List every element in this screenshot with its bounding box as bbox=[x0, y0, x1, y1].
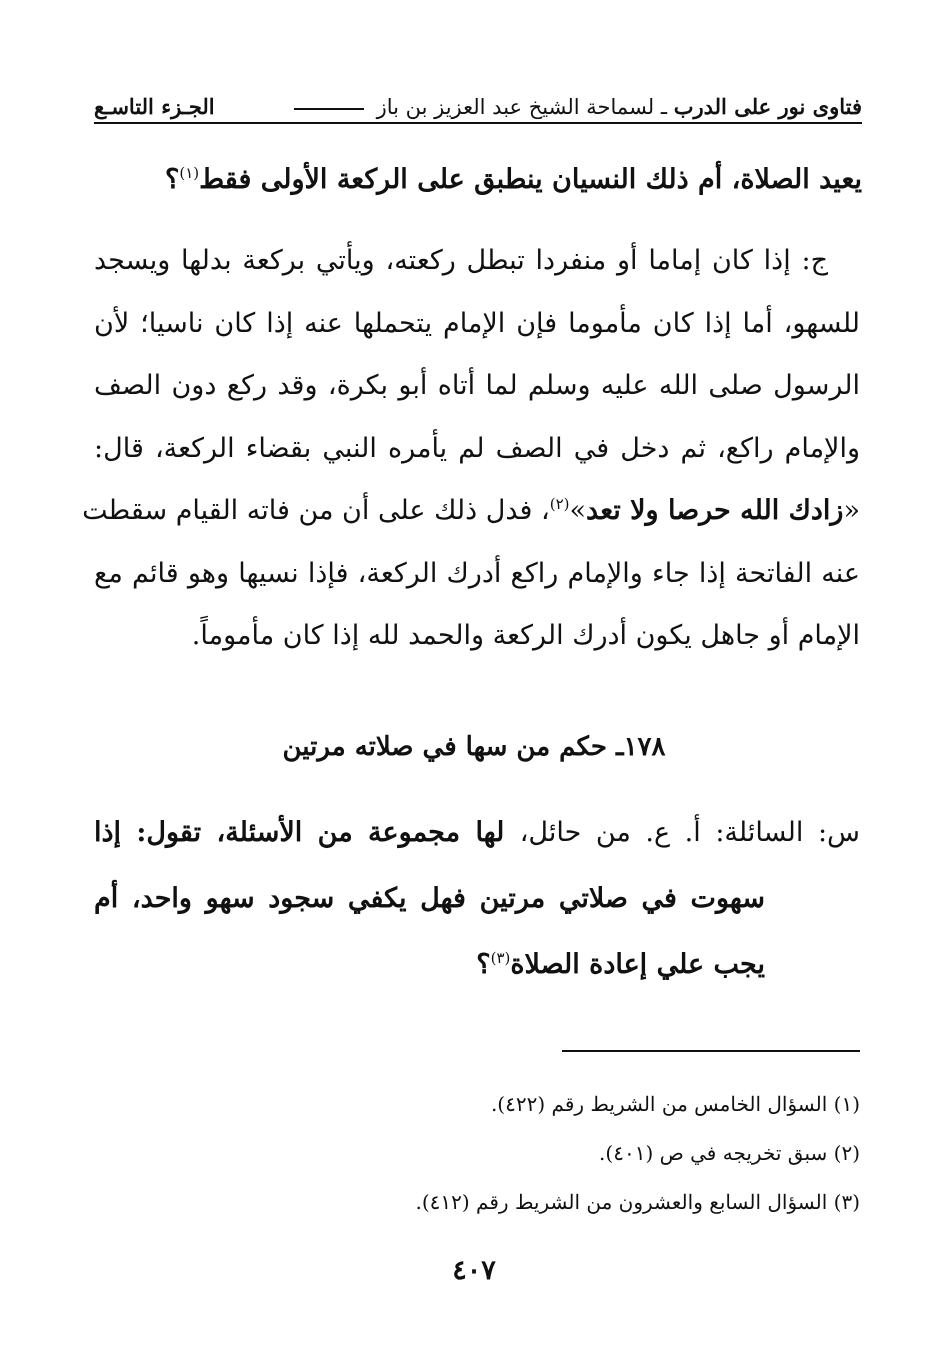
header-dash-line bbox=[294, 108, 364, 110]
question-2 bbox=[94, 800, 860, 998]
footnote-mark-1: (١) bbox=[179, 164, 200, 182]
header-author: ـ لسماحة الشيخ عبد العزيز بن باز bbox=[376, 95, 668, 119]
answer-line-6: عنه الفاتحة إذا جاء والإمام راكع أدرك الركعة، فإذا نسيها وهو قائم مع bbox=[94, 557, 860, 589]
question-1-text: يعيد الصلاة، أم ذلك النسيان ينطبق على الركعة الأولى فقط bbox=[199, 164, 862, 195]
question-2-line-1-rest: لها مجموعة من الأسئلة، تقول: إذا bbox=[94, 817, 520, 848]
footnote-3: (٣) السؤال السابع والعشرون من الشريط رقم (٤١٢). bbox=[415, 1190, 860, 1214]
page-number: ٤٠٧ bbox=[452, 1255, 496, 1286]
question-2-line-1 bbox=[94, 800, 860, 866]
running-header bbox=[94, 88, 862, 124]
footnote-2: (٢) سبق تخريجه في ص (٤٠١). bbox=[599, 1141, 860, 1165]
footnote-mark-2: (٢) bbox=[549, 495, 570, 513]
answer-line-7: الإمام أو جاهل يكون أدرك الركعة والحمد لله إذا كان مأموماً. bbox=[191, 620, 860, 651]
question-1 bbox=[162, 150, 862, 210]
answer-paragraph bbox=[82, 230, 860, 668]
quote-open: « bbox=[843, 495, 860, 526]
footnotes bbox=[94, 1080, 860, 1227]
header-volume: الجـزء التاسـع bbox=[94, 94, 215, 119]
question-2-label: س: السائلة: أ. ع. من حائل، bbox=[519, 817, 860, 848]
footnote-1: (١) السؤال الخامس من الشريط رقم (٤٢٢). bbox=[490, 1092, 860, 1116]
question-2-end: ؟ bbox=[476, 949, 491, 980]
footnote-mark-3: (٣) bbox=[490, 949, 511, 967]
quote-close: » bbox=[569, 495, 587, 526]
header-book-title: فتاوى نور على الدرب bbox=[673, 94, 862, 119]
footnote-separator bbox=[562, 1050, 860, 1052]
question-1-end: ؟ bbox=[165, 164, 180, 195]
question-2-line-3 bbox=[94, 932, 860, 998]
answer-line-1: ج: إذا كان إماما أو منفردا تبطل ركعته، ويأتي بركعة بدلها ويسجد bbox=[94, 245, 828, 276]
hadith-quote: زادك الله حرصا ولا تعد bbox=[586, 495, 844, 526]
answer-line-5 bbox=[82, 480, 860, 543]
answer-line-2: للسهو، أما إذا كان مأموما فإن الإمام يتحملها عنه إذا كان ناسيا؛ لأن bbox=[94, 307, 860, 339]
question-2-line-3-text: يجب علي إعادة الصلاة bbox=[510, 949, 765, 980]
answer-line-3: الرسول صلى الله عليه وسلم لما أتاه أبو بكرة، وقد ركع دون الصف bbox=[94, 370, 860, 401]
answer-line-5-rest: ، فدل ذلك على أن من فاته القيام سقطت bbox=[82, 495, 550, 526]
section-heading: ١٧٨ـ حكم من سها في صلاته مرتين bbox=[282, 732, 666, 762]
answer-line-4: والإمام راكع، ثم دخل في الصف لم يأمره النبي بقضاء الركعة، قال: bbox=[94, 432, 860, 464]
header-book-info bbox=[288, 94, 862, 119]
question-2-line-2: سهوت في صلاتي مرتين فهل يكفي سجود سهو واحد، أم bbox=[94, 883, 765, 914]
